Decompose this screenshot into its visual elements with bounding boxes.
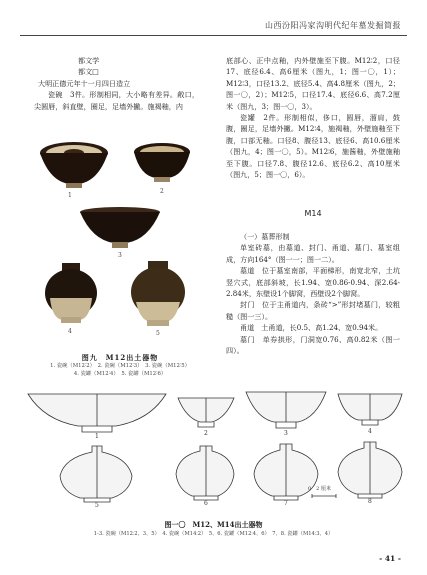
photo-label-5: 5 [156,330,160,337]
drawing-label-4: 4 [368,428,372,435]
photo-jar-4 [45,263,97,323]
photo-label-1: 1 [68,192,72,199]
running-header [0,0,427,40]
inscription-line-3: 大明正德元年十一月四日造立 [38,78,131,88]
inscription-line-2: 都文□ [78,67,99,77]
figure10-caption: 图一〇 M12、M14出土器物 [164,520,263,529]
figure9-sub-2: 4. 瓷罐（M12∶4） 5. 瓷罐（M12∶6） [73,370,167,377]
drawing-bowl-1 [28,394,166,432]
photo-bowl-1 [40,142,108,188]
paragraph-sealing-door: 封门 位于主甬道内，条砖“>”形封堵墓门，较粗糙（图一三）。 [226,300,400,321]
paragraph-tomb-structure: 单室砖墓，由墓道、封门、甬道、墓门、墓室组成，方向164°（图一一；图一二）。 [226,243,400,264]
section-heading-m14: M14 [304,209,322,218]
paragraph-tomb-door: 墓门 单券拱形，门洞宽0.76、高0.82米（图一四）。 [226,334,400,356]
drawing-label-1: 1 [95,433,99,440]
drawing-label-3: 3 [284,430,288,437]
drawing-label-8: 8 [368,498,372,505]
inscription-line-1: 都文学 [78,56,100,65]
right-column-lower [226,231,400,356]
drawing-label-5: 5 [95,502,99,509]
photo-bowl-3 [80,207,160,248]
drawing-label-7: 7 [284,500,288,507]
photo-label-3: 3 [118,252,122,259]
drawing-bowl-4 [338,394,402,425]
photo-label-4: 4 [68,328,72,335]
journal-title: 山西汾阳冯家沟明代纪年墓发掘简报 [265,21,401,30]
drawing-jar-5 [60,446,132,502]
photo-jar-5 [131,261,185,326]
figure10-caption-block [20,520,407,537]
drawing-bowl-3 [246,392,326,428]
paragraph-bowl-dimensions: 底部心、正中点釉，内外壁施至下腹。M12∶2，口径17、底径6.4、高6厘米（图九，1；图一〇，1）；M12∶3，口径13.2、底径5.4、高4.8厘米（图九，2；图一〇，2）；M12∶5，口径17.4、底径6.6、高7.2厘米（图九，3；图一〇，3）。 [226,56,400,111]
drawing-jar-8 [338,442,402,498]
figure9-sub-1: 1. 瓷碗（M12∶2） 2. 瓷碗（M12∶3） 3. 瓷碗（M12∶5） [50,363,190,369]
subheading-tomb-form: （一）墓葬形制 [240,232,290,241]
page-number: - 41 - [379,554,401,563]
paragraph-jars: 瓷罐 2件。形制相似，侈口，圆唇，溜肩，鼓腹，圈足，足墙外撇。M12∶4，施褐釉，外壁施釉至下腹，口部无釉。口径8、腹径13、底径6、高10.6厘米（图九，4；图一〇，5）。M12∶6，施酱釉，外壁施釉至下腹。口径7.8、腹径12.6、底径6.2、高10厘米（图九，5；图一〇，6）。 [226,113,400,180]
figure10-sub: 1-3. 瓷碗（M12∶2、3、5） 4. 瓷碗（M14∶2） 5、6. 瓷罐（M12∶4、6） 7、8. 瓷罐（M14∶3、4） [93,531,334,537]
drawing-label-2: 2 [204,430,208,437]
photo-bowl-2 [134,143,190,182]
paragraph-corridor: 甬道 土甬道，长0.5、高1.24、宽0.94米。 [240,323,383,333]
figure9-caption: 图九 M12出土器物 [81,353,159,362]
figure10-drawings [20,388,407,511]
left-column [34,55,199,112]
vessel-drawings [20,388,407,511]
drawing-label-6: 6 [204,500,208,507]
artifact-photos [36,140,204,352]
scale-bar [312,494,336,498]
figure9-caption-block [36,353,204,378]
figure9-photos [36,140,204,370]
header-rule [20,35,407,36]
right-column [226,55,400,180]
photo-label-2: 2 [160,188,164,195]
paragraph-bowls: 瓷碗 3件。形制相同，大小略有差异。敞口，尖圆唇，斜直壁，圈足，足墙外撇。施褐釉，内 [34,90,199,111]
drawing-bowl-2 [178,398,234,427]
drawing-jar-6 [176,446,234,500]
paragraph-passage: 墓道 位于墓室南部，平面梯形，南宽北窄，土坑竖穴式，底部斜坡，长1.94、宽0.86-0.94、深2.64-2.84米，东壁设1个脚窝，西壁设2个脚窝。 [226,266,400,299]
scale-label: 0 2 厘米 [308,486,331,492]
